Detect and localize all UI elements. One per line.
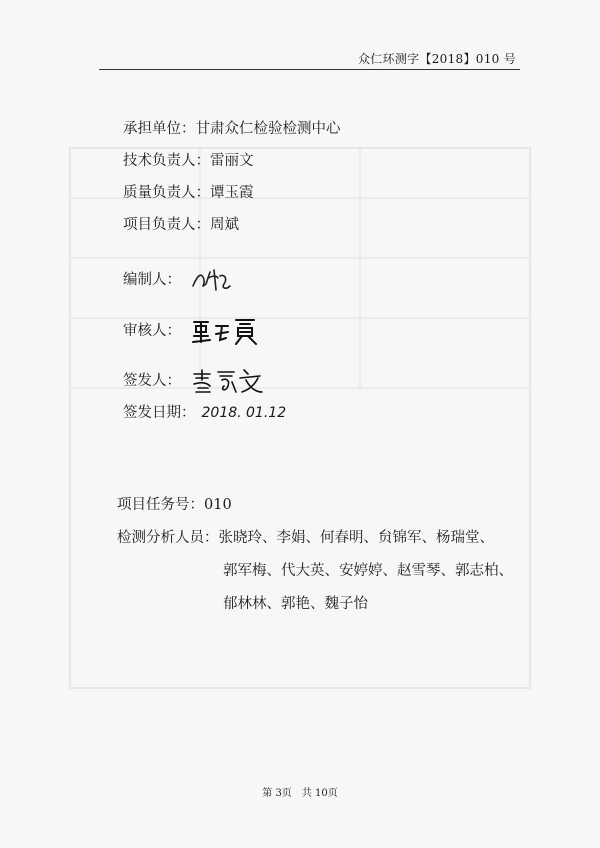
issue-date-value: 2018. 01.12 (201, 405, 287, 421)
analysts-row (117, 522, 537, 555)
issuer-signature (190, 366, 268, 396)
field-label: 质量负责人： (123, 185, 210, 201)
field-value: 谭玉霞 (210, 185, 254, 201)
field-label: 承担单位： (123, 121, 196, 137)
field-issuer (123, 366, 268, 396)
field-project-lead (123, 213, 239, 234)
analysts-row: 郭军梅、代大英、安婷婷、赵雪琴、郭志柏、 (223, 563, 513, 579)
field-reviewer (123, 316, 262, 346)
field-undertaking-unit (123, 117, 341, 138)
document-number: 众仁环测字【2018】010 号 (357, 52, 516, 66)
field-quality-lead (123, 181, 254, 202)
reviewer-signature (190, 316, 262, 346)
field-label: 项目任务号： (117, 497, 204, 513)
field-label: 签发人： (123, 373, 181, 389)
field-analysts (117, 522, 537, 621)
field-label: 编制人： (123, 272, 181, 288)
field-value: 甘肃众仁检验检测中心 (195, 121, 341, 137)
field-label: 签发日期： (123, 405, 196, 421)
analysts-row: 郁林林、郭艳、魏子怡 (223, 596, 368, 612)
field-value: 雷丽文 (210, 153, 254, 169)
compiler-signature (190, 266, 232, 294)
field-label: 项目负责人： (123, 217, 210, 233)
field-label: 审核人： (123, 323, 181, 339)
field-value: 周斌 (210, 217, 239, 233)
analysts-names: 张晓玲、李娟、何春明、贠锦军、杨瑞堂、 (218, 530, 494, 546)
field-technical-lead (123, 149, 254, 170)
field-compiler (123, 266, 232, 294)
page-footer: 第 3页 共 10页 (262, 788, 338, 799)
field-value: 010 (204, 497, 232, 513)
field-issue-date (123, 401, 286, 422)
field-task-number (117, 493, 232, 514)
field-label: 技术负责人： (123, 153, 210, 169)
header-rule (99, 69, 520, 70)
field-label: 检测分析人员： (117, 530, 219, 546)
